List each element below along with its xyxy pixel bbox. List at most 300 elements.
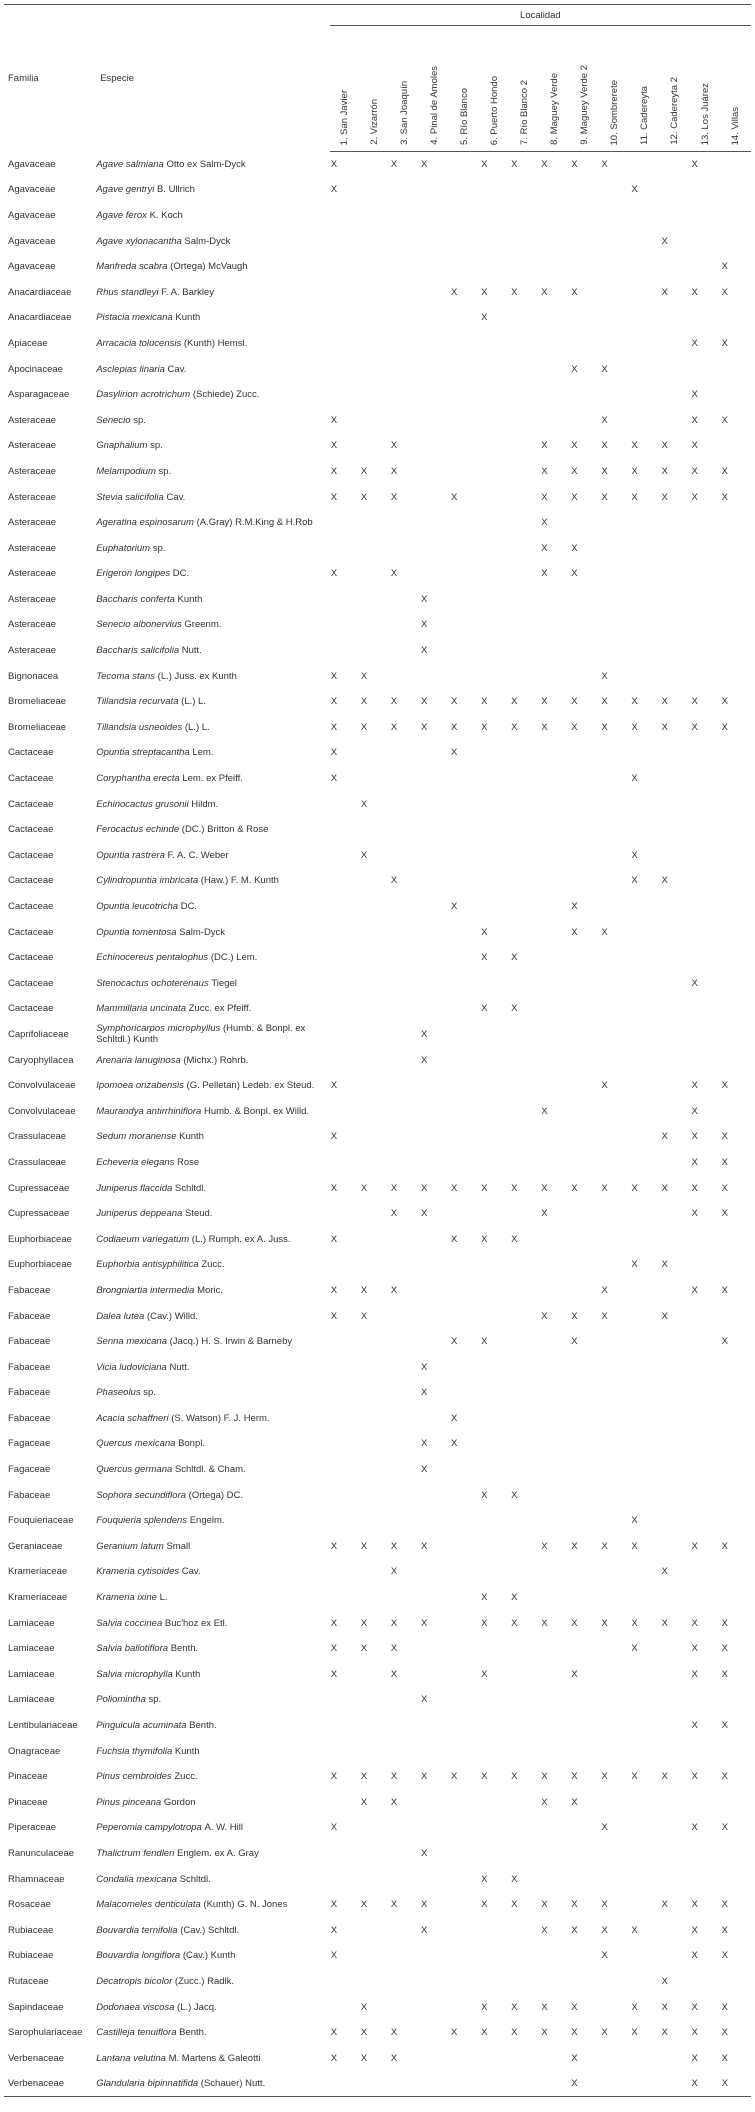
- species-name: Rhus standleyi: [96, 286, 159, 298]
- presence-cell: [540, 1892, 570, 1918]
- species-name: Juniperus flaccida: [96, 1182, 173, 1194]
- presence-cell: [450, 1175, 480, 1201]
- presence-cell: [721, 843, 751, 869]
- presence-cell: [360, 1022, 390, 1048]
- presence-cell: [480, 356, 510, 382]
- presence-mark: X: [691, 1950, 698, 1962]
- species-name: Geranium latum: [96, 1540, 164, 1552]
- presence-cell: [420, 2045, 450, 2071]
- species-author: Kunth: [177, 593, 203, 605]
- presence-cell: [691, 484, 721, 510]
- presence-cell: [360, 1482, 390, 1508]
- species-name: Juniperus deppeana: [96, 1208, 183, 1220]
- presence-cell: [510, 152, 540, 178]
- presence-mark: X: [360, 1771, 368, 1783]
- presence-cell: [360, 1764, 390, 1790]
- presence-cell: [630, 1917, 660, 1943]
- presence-cell: [630, 1073, 660, 1099]
- presence-cell: [570, 766, 600, 792]
- presence-cell: [330, 945, 360, 971]
- presence-cell: [420, 1610, 450, 1636]
- species-name: Castilleja tenuiflora: [96, 2027, 177, 2039]
- presence-mark: X: [661, 235, 668, 247]
- table-row: [4, 459, 751, 485]
- presence-mark: X: [601, 363, 608, 375]
- presence-cell: [480, 152, 510, 178]
- presence-cell: [330, 1994, 360, 2020]
- species-author: K. Koch: [149, 209, 183, 221]
- presence-cell: [450, 1636, 480, 1662]
- species-name: Salvia coccinea: [96, 1617, 163, 1629]
- presence-mark: X: [330, 184, 338, 196]
- species-author: sp.: [152, 542, 166, 554]
- presence-cell: [721, 945, 751, 971]
- presence-cell: [691, 1278, 721, 1304]
- presence-cell: [330, 1508, 360, 1534]
- species-author: DC.: [180, 901, 198, 913]
- presence-cell: [600, 1252, 630, 1278]
- presence-mark: X: [691, 389, 698, 401]
- presence-cell: [660, 228, 690, 254]
- presence-cell: [480, 1073, 510, 1099]
- presence-mark: X: [420, 1771, 428, 1783]
- presence-cell: [630, 1687, 660, 1713]
- presence-cell: [630, 279, 660, 305]
- presence-cell: [450, 1022, 480, 1048]
- presence-mark: X: [571, 1796, 578, 1808]
- presence-cell: [721, 817, 751, 843]
- presence-cell: [390, 1278, 420, 1304]
- presence-cell: [721, 561, 751, 587]
- species-name: Ferocactus echinde: [96, 824, 180, 836]
- presence-cell: [630, 612, 660, 638]
- presence-cell: [450, 459, 480, 485]
- presence-cell: [721, 1508, 751, 1534]
- presence-cell: [721, 1866, 751, 1892]
- presence-cell: [510, 1917, 540, 1943]
- presence-cell: [540, 587, 570, 613]
- especie-cell: [96, 919, 330, 945]
- presence-cell: [630, 1252, 660, 1278]
- species-name: Baccharis salicifolia: [96, 645, 180, 657]
- presence-cell: [691, 971, 721, 997]
- presence-mark: X: [661, 1131, 668, 1143]
- presence-cell: [330, 152, 360, 178]
- presence-mark: X: [601, 721, 608, 733]
- presence-cell: [721, 1431, 751, 1457]
- presence-cell: [600, 1201, 630, 1227]
- presence-cell: [480, 484, 510, 510]
- presence-cell: [510, 1866, 540, 1892]
- presence-cell: [630, 1585, 660, 1611]
- presence-cell: [660, 510, 690, 536]
- presence-cell: [390, 1226, 420, 1252]
- species-author: Engelm.: [189, 1515, 225, 1527]
- table-row: [4, 356, 751, 382]
- presence-cell: [510, 561, 540, 587]
- familia-cell: Cactaceae: [8, 977, 54, 989]
- presence-cell: [660, 1431, 690, 1457]
- presence-cell: [600, 1431, 630, 1457]
- species-name: Tecoma stans: [96, 670, 156, 682]
- presence-cell: [660, 843, 690, 869]
- presence-cell: [390, 535, 420, 561]
- presence-cell: [450, 1047, 480, 1073]
- presence-cell: [510, 279, 540, 305]
- presence-cell: [600, 1738, 630, 1764]
- familia-cell: Rubiaceae: [8, 1950, 54, 1962]
- species-name: Ageratina espinosarum: [96, 517, 194, 529]
- presence-cell: [600, 715, 630, 741]
- presence-cell: [450, 1201, 480, 1227]
- presence-cell: [420, 843, 450, 869]
- presence-cell: [630, 535, 660, 561]
- presence-cell: [480, 177, 510, 203]
- presence-cell: [600, 1482, 630, 1508]
- presence-cell: [480, 1994, 510, 2020]
- table-row: [4, 1790, 751, 1816]
- presence-cell: [360, 1303, 390, 1329]
- presence-mark: X: [330, 1950, 338, 1962]
- presence-cell: [660, 612, 690, 638]
- presence-cell: [660, 2045, 690, 2071]
- header-especie: Especie: [96, 5, 330, 152]
- presence-cell: [480, 1662, 510, 1688]
- presence-cell: [330, 228, 360, 254]
- presence-mark: X: [721, 721, 728, 733]
- table-row: [4, 203, 751, 229]
- presence-cell: [360, 2045, 390, 2071]
- presence-cell: [420, 715, 450, 741]
- presence-cell: [480, 1969, 510, 1995]
- species-name: Lantana velutina: [96, 2052, 166, 2064]
- presence-cell: [721, 1482, 751, 1508]
- presence-cell: [420, 1201, 450, 1227]
- presence-cell: [570, 203, 600, 229]
- species-author: DC.: [172, 568, 190, 580]
- presence-cell: [600, 919, 630, 945]
- table-row: [4, 638, 751, 664]
- presence-cell: [360, 971, 390, 997]
- presence-cell: [330, 791, 360, 817]
- presence-cell: [600, 152, 630, 178]
- presence-cell: [660, 1201, 690, 1227]
- familia-cell: Asteraceae: [8, 645, 57, 657]
- presence-cell: [540, 996, 570, 1022]
- presence-cell: [330, 203, 360, 229]
- presence-cell: [570, 1278, 600, 1304]
- species-author: Schltdl. & Cham.: [174, 1464, 246, 1476]
- species-author: (L.) Rumph. ex A. Juss.: [191, 1233, 291, 1245]
- species-name: Poliomintha: [96, 1694, 146, 1706]
- presence-cell: [570, 1994, 600, 2020]
- species-author: Benth.: [170, 1643, 199, 1655]
- presence-cell: [450, 638, 480, 664]
- presence-cell: [691, 791, 721, 817]
- familia-cell: Anacardiaceae: [8, 312, 72, 324]
- presence-cell: [480, 1764, 510, 1790]
- presence-cell: [480, 1585, 510, 1611]
- presence-cell: [390, 1175, 420, 1201]
- presence-cell: [600, 331, 630, 357]
- presence-cell: [450, 203, 480, 229]
- presence-cell: [540, 1252, 570, 1278]
- table-row: [4, 279, 751, 305]
- presence-cell: [600, 510, 630, 536]
- presence-cell: [360, 587, 390, 613]
- presence-cell: [570, 228, 600, 254]
- presence-cell: [480, 382, 510, 408]
- presence-mark: X: [330, 696, 338, 708]
- presence-cell: [691, 1226, 721, 1252]
- presence-cell: [420, 1738, 450, 1764]
- table-row: [4, 1354, 751, 1380]
- table-row: [4, 1534, 751, 1560]
- especie-cell: [96, 484, 330, 510]
- presence-cell: [660, 382, 690, 408]
- presence-mark: X: [691, 440, 698, 452]
- familia-cell: Onagraceae: [8, 1745, 61, 1757]
- presence-cell: [390, 1534, 420, 1560]
- presence-cell: [691, 817, 721, 843]
- especie-cell: [96, 894, 330, 920]
- presence-cell: [480, 843, 510, 869]
- presence-cell: [600, 1559, 630, 1585]
- familia-cell: Ranunculaceae: [8, 1847, 75, 1859]
- presence-cell: [450, 715, 480, 741]
- presence-cell: [510, 2045, 540, 2071]
- presence-mark: X: [541, 1771, 548, 1783]
- presence-cell: [480, 1329, 510, 1355]
- presence-mark: X: [631, 465, 638, 477]
- presence-cell: [330, 1662, 360, 1688]
- presence-mark: X: [571, 568, 578, 580]
- familia-cell: Rutaceae: [8, 1975, 49, 1987]
- presence-cell: [540, 1841, 570, 1867]
- familia-cell: Krameriaceae: [8, 1592, 68, 1604]
- species-name: Opuntia leucotricha: [96, 901, 179, 913]
- species-author: Humb. & Bonpl. ex Willd.: [203, 1105, 310, 1117]
- presence-cell: [600, 1534, 630, 1560]
- presence-cell: [480, 228, 510, 254]
- header-locality: [660, 26, 690, 152]
- presence-cell: [480, 1534, 510, 1560]
- especie-cell: [96, 1841, 330, 1867]
- presence-cell: [570, 689, 600, 715]
- especie-cell: [96, 2020, 330, 2046]
- presence-mark: X: [451, 721, 458, 733]
- presence-mark: X: [691, 1924, 698, 1936]
- presence-cell: [330, 535, 360, 561]
- presence-cell: [420, 587, 450, 613]
- familia-cell: Agavaceae: [8, 235, 56, 247]
- presence-cell: [510, 305, 540, 331]
- species-name: Quercus mexicana: [96, 1438, 176, 1450]
- species-author: (A.Gray) R.M.King & H.Rob: [196, 517, 313, 529]
- presence-cell: [450, 407, 480, 433]
- presence-mark: X: [481, 1233, 488, 1245]
- presence-cell: [691, 254, 721, 280]
- locality-label: 7. Río Blanco 2: [519, 80, 531, 145]
- familia-cell: Crassulaceae: [8, 1131, 67, 1143]
- presence-cell: [540, 2020, 570, 2046]
- locality-label: 8. Maguey Verde: [549, 73, 561, 145]
- presence-cell: [390, 715, 420, 741]
- presence-cell: [570, 1764, 600, 1790]
- presence-cell: [600, 1226, 630, 1252]
- presence-cell: [330, 971, 360, 997]
- presence-mark: X: [330, 440, 338, 452]
- presence-cell: [450, 1124, 480, 1150]
- presence-mark: X: [541, 696, 548, 708]
- species-name: Maurandya antirrhiniflora: [96, 1105, 202, 1117]
- presence-mark: X: [541, 1617, 548, 1629]
- presence-mark: X: [541, 517, 548, 529]
- presence-cell: [630, 1124, 660, 1150]
- familia-cell: Asparagaceae: [8, 389, 70, 401]
- presence-cell: [691, 1150, 721, 1176]
- presence-cell: [510, 1431, 540, 1457]
- presence-cell: [390, 510, 420, 536]
- presence-cell: [570, 1610, 600, 1636]
- table-row: [4, 1636, 751, 1662]
- presence-cell: [420, 1226, 450, 1252]
- presence-cell: [390, 638, 420, 664]
- presence-mark: X: [631, 1771, 638, 1783]
- presence-mark: X: [601, 2027, 608, 2039]
- presence-cell: [540, 766, 570, 792]
- presence-cell: [660, 484, 690, 510]
- presence-cell: [721, 1713, 751, 1739]
- presence-mark: X: [390, 465, 398, 477]
- presence-cell: [330, 510, 360, 536]
- presence-mark: X: [420, 1054, 428, 1066]
- presence-cell: [691, 766, 721, 792]
- presence-cell: [630, 1380, 660, 1406]
- presence-cell: [630, 1303, 660, 1329]
- presence-cell: [660, 561, 690, 587]
- presence-mark: X: [691, 1156, 698, 1168]
- presence-cell: [360, 459, 390, 485]
- presence-cell: [630, 433, 660, 459]
- presence-cell: [510, 228, 540, 254]
- table-row: [4, 407, 751, 433]
- presence-mark: X: [571, 440, 578, 452]
- presence-cell: [480, 1790, 510, 1816]
- presence-cell: [360, 689, 390, 715]
- presence-mark: X: [721, 1080, 728, 1092]
- presence-mark: X: [481, 1592, 488, 1604]
- table-row: [4, 1073, 751, 1099]
- presence-cell: [420, 1098, 450, 1124]
- header-familia: Familia: [4, 5, 96, 152]
- presence-cell: [570, 1124, 600, 1150]
- presence-mark: X: [571, 1668, 578, 1680]
- presence-mark: X: [390, 440, 398, 452]
- presence-cell: [450, 817, 480, 843]
- presence-mark: X: [451, 1336, 458, 1348]
- especie-cell: [96, 1790, 330, 1816]
- species-name: Brongniartia intermedia: [96, 1284, 195, 1296]
- presence-cell: [420, 1713, 450, 1739]
- presence-cell: [330, 1585, 360, 1611]
- presence-mark: X: [330, 1924, 338, 1936]
- especie-cell: [96, 382, 330, 408]
- presence-cell: [600, 1098, 630, 1124]
- presence-cell: [570, 382, 600, 408]
- presence-mark: X: [571, 2027, 578, 2039]
- presence-cell: [450, 1508, 480, 1534]
- presence-cell: [480, 510, 510, 536]
- presence-cell: [721, 1943, 751, 1969]
- table-row: [4, 1559, 751, 1585]
- presence-cell: [360, 1994, 390, 2020]
- presence-cell: [420, 1150, 450, 1176]
- presence-cell: [570, 2071, 600, 2097]
- presence-cell: [721, 715, 751, 741]
- presence-cell: [600, 356, 630, 382]
- species-author: Otto ex Salm-Dyck: [166, 158, 246, 170]
- presence-cell: [660, 1226, 690, 1252]
- presence-mark: X: [601, 1899, 608, 1911]
- presence-cell: [390, 561, 420, 587]
- presence-mark: X: [691, 1182, 698, 1194]
- presence-cell: [570, 1201, 600, 1227]
- presence-cell: [600, 1969, 630, 1995]
- species-author: Nutt.: [181, 645, 202, 657]
- presence-cell: [480, 1175, 510, 1201]
- presence-cell: [360, 433, 390, 459]
- presence-cell: [330, 1329, 360, 1355]
- table-row: [4, 1150, 751, 1176]
- presence-cell: [330, 1713, 360, 1739]
- presence-cell: [721, 459, 751, 485]
- species-author: Benth.: [179, 2027, 207, 2039]
- presence-cell: [480, 1943, 510, 1969]
- presence-cell: [330, 1431, 360, 1457]
- table-row: [4, 228, 751, 254]
- presence-cell: [600, 1790, 630, 1816]
- presence-cell: [510, 1636, 540, 1662]
- presence-mark: X: [420, 1208, 428, 1220]
- presence-cell: [450, 484, 480, 510]
- presence-cell: [540, 2071, 570, 2097]
- especie-cell: [96, 843, 330, 869]
- presence-cell: [570, 356, 600, 382]
- presence-cell: [630, 740, 660, 766]
- presence-mark: X: [631, 2027, 638, 2039]
- presence-cell: [390, 356, 420, 382]
- presence-cell: [630, 1406, 660, 1432]
- presence-mark: X: [571, 2078, 578, 2090]
- species-name: Pistacia mexicana: [96, 312, 173, 324]
- presence-mark: X: [691, 721, 698, 733]
- presence-cell: [721, 1098, 751, 1124]
- species-name: Mammillaria uncinata: [96, 1003, 186, 1015]
- presence-mark: X: [721, 1131, 728, 1143]
- presence-cell: [540, 1994, 570, 2020]
- species-author: Kunth: [175, 312, 201, 324]
- presence-cell: [721, 382, 751, 408]
- presence-cell: [630, 817, 660, 843]
- species-author: Gordon: [163, 1796, 196, 1808]
- species-author: Zucc. ex Pfeiff.: [188, 1003, 252, 1015]
- species-name: Baccharis conferta: [96, 593, 175, 605]
- presence-cell: [480, 305, 510, 331]
- species-name: Salvia microphylla: [96, 1668, 173, 1680]
- presence-cell: [660, 1175, 690, 1201]
- presence-mark: X: [691, 1720, 698, 1732]
